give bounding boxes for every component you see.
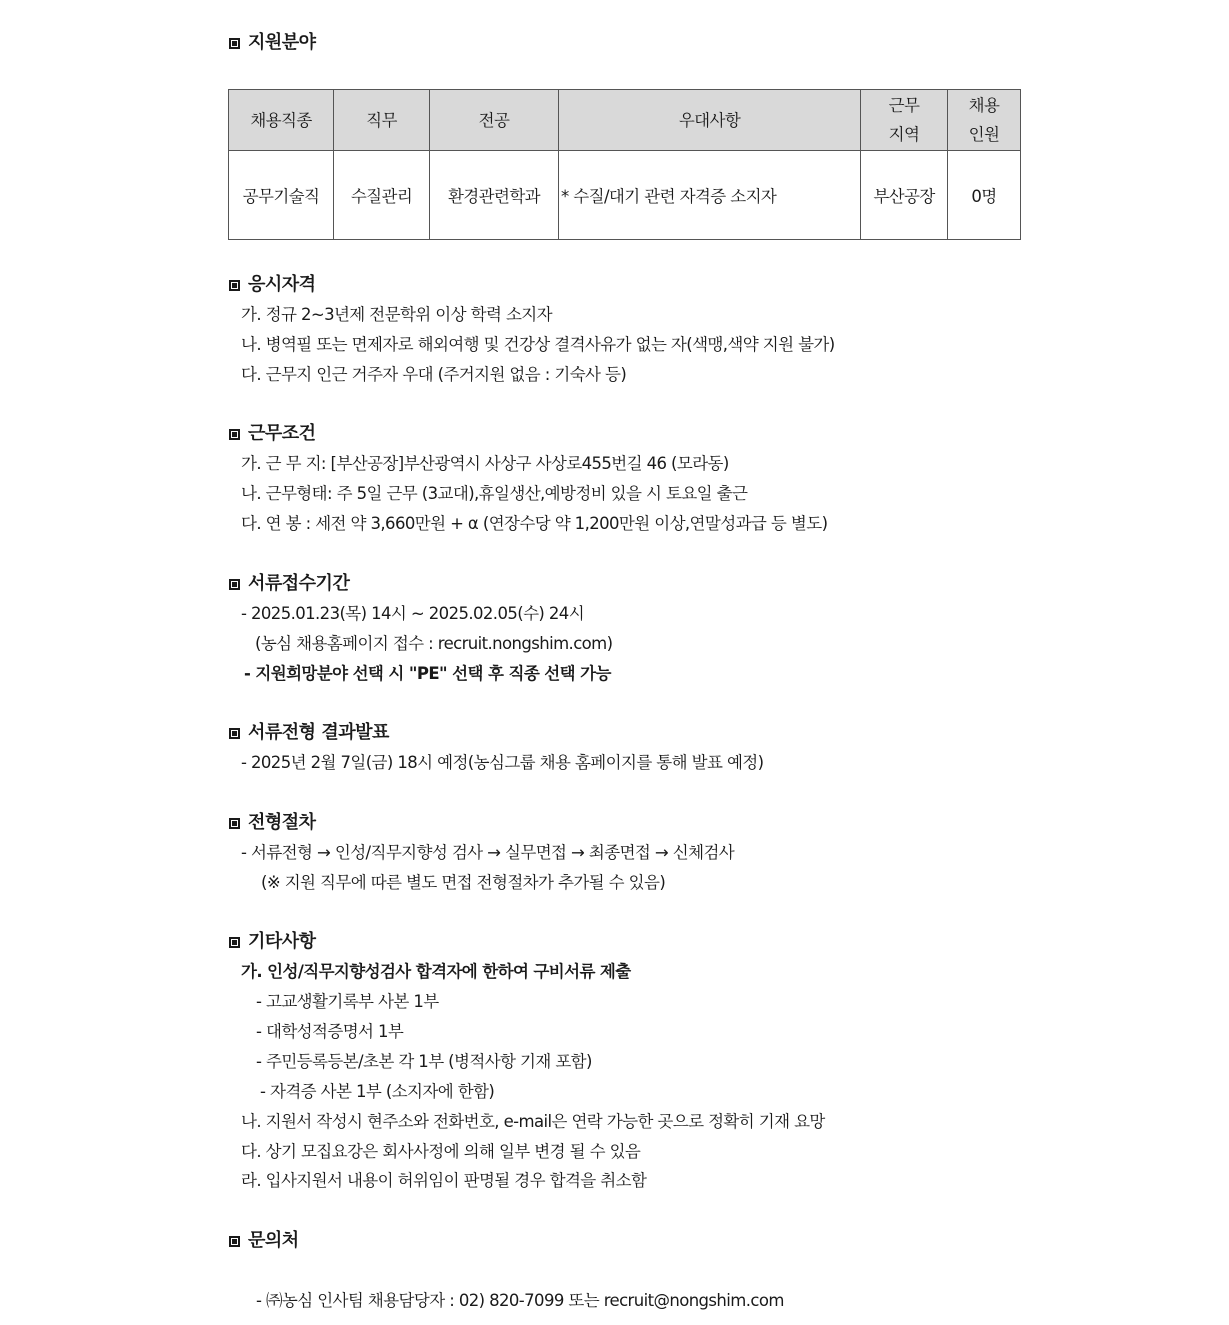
qualification-item: 나. 병역필 또는 면제자로 해외여행 및 건강상 결격사유가 없는 자(색맹,색약 지원 불가) bbox=[241, 335, 835, 354]
section-heading-application bbox=[229, 574, 349, 594]
qualification-item: 다. 근무지 인근 거주자 우대 (주거지원 없음 : 기숙사 등) bbox=[241, 365, 627, 384]
section-title: 문의처 bbox=[248, 1230, 299, 1251]
section-heading-etc bbox=[229, 932, 316, 952]
section-title: 서류전형 결과발표 bbox=[248, 722, 389, 743]
header-job-type: 채용직종 bbox=[229, 90, 334, 151]
etc-item: 다. 상기 모집요강은 회사사정에 의해 일부 변경 될 수 있음 bbox=[241, 1142, 641, 1161]
header-preference: 우대사항 bbox=[559, 90, 861, 151]
section-title: 기타사항 bbox=[248, 931, 316, 952]
section-title: 응시자격 bbox=[248, 274, 316, 295]
recruitment-table bbox=[228, 89, 1021, 240]
header-headcount-line2: 인원 bbox=[968, 125, 1000, 144]
cell-location: 부산공장 bbox=[861, 151, 948, 240]
application-note: - 지원희망분야 선택 시 "PE" 선택 후 직종 선택 가능 bbox=[244, 664, 611, 683]
square-bullet-icon bbox=[229, 728, 240, 739]
header-major: 전공 bbox=[430, 90, 559, 151]
header-headcount bbox=[948, 90, 1021, 151]
header-location bbox=[861, 90, 948, 151]
cell-job-type: 공무기술직 bbox=[229, 151, 334, 240]
square-bullet-icon bbox=[229, 579, 240, 590]
etc-item: 나. 지원서 작성시 현주소와 전화번호, e-mail은 연락 가능한 곳으로 정확히 기재 요망 bbox=[241, 1112, 825, 1131]
header-headcount-line1: 채용 bbox=[968, 96, 1000, 115]
etc-subitem: - 자격증 사본 1부 (소지자에 한함) bbox=[260, 1082, 495, 1101]
cell-preference: * 수질/대기 관련 자격증 소지자 bbox=[559, 151, 861, 240]
etc-item: 라. 입사지원서 내용이 허위임이 판명될 경우 합격을 취소함 bbox=[241, 1171, 647, 1190]
section-title: 서류접수기간 bbox=[248, 573, 350, 594]
section-title: 지원분야 bbox=[248, 32, 316, 53]
square-bullet-icon bbox=[229, 38, 240, 49]
application-period: - 2025.01.23(목) 14시 ~ 2025.02.05(수) 24시 bbox=[241, 604, 585, 623]
header-location-line1: 근무 bbox=[888, 96, 920, 115]
etc-subitem: - 고교생활기록부 사본 1부 bbox=[256, 992, 439, 1011]
section-heading-conditions bbox=[229, 424, 316, 444]
square-bullet-icon bbox=[229, 937, 240, 948]
etc-subitem: - 주민등록등본/초본 각 1부 (병적사항 기재 포함) bbox=[256, 1052, 592, 1071]
conditions-item: 나. 근무형태: 주 5일 근무 (3교대),휴일생산,예방정비 있을 시 토요일 출근 bbox=[241, 484, 748, 503]
header-duty: 직무 bbox=[334, 90, 430, 151]
section-title: 근무조건 bbox=[248, 423, 316, 444]
section-title: 전형절차 bbox=[248, 812, 316, 833]
etc-subitem: - 대학성적증명서 1부 bbox=[256, 1022, 404, 1041]
square-bullet-icon bbox=[229, 1236, 240, 1247]
section-heading-contact bbox=[229, 1231, 299, 1251]
contact-item: - ㈜농심 인사팀 채용담당자 : 02) 820-7099 또는 recruit@nongshim.com bbox=[256, 1291, 784, 1310]
header-location-line2: 지역 bbox=[888, 125, 920, 144]
etc-item: 가. 인성/직무지향성검사 합격자에 한하여 구비서류 제출 bbox=[241, 962, 631, 981]
section-heading-field bbox=[229, 33, 316, 53]
result-item: - 2025년 2월 7일(금) 18시 예정(농심그룹 채용 홈페이지를 통해 발표 예정) bbox=[241, 753, 764, 772]
cell-headcount: 0명 bbox=[948, 151, 1021, 240]
qualification-item: 가. 정규 2~3년제 전문학위 이상 학력 소지자 bbox=[241, 305, 552, 324]
cell-major: 환경관련학과 bbox=[430, 151, 559, 240]
cell-duty: 수질관리 bbox=[334, 151, 430, 240]
square-bullet-icon bbox=[229, 429, 240, 440]
section-heading-result bbox=[229, 723, 389, 743]
process-steps: - 서류전형 → 인성/직무지향성 검사 → 실무면접 → 최종면접 → 신체검사 bbox=[241, 843, 735, 862]
square-bullet-icon bbox=[229, 818, 240, 829]
table-row bbox=[229, 151, 1021, 240]
application-site: (농심 채용홈페이지 접수 : recruit.nongshim.com) bbox=[255, 634, 613, 653]
section-heading-process bbox=[229, 813, 316, 833]
conditions-item: 가. 근 무 지: [부산공장]부산광역시 사상구 사상로455번길 46 (모라동) bbox=[241, 454, 729, 473]
section-heading-qualification bbox=[229, 275, 316, 295]
conditions-item: 다. 연 봉 : 세전 약 3,660만원 + α (연장수당 약 1,200만원 이상,연말성과급 등 별도) bbox=[241, 514, 828, 533]
square-bullet-icon bbox=[229, 280, 240, 291]
process-note: (※ 지원 직무에 따른 별도 면접 전형절차가 추가될 수 있음) bbox=[261, 873, 666, 892]
table-header-row bbox=[229, 90, 1021, 151]
